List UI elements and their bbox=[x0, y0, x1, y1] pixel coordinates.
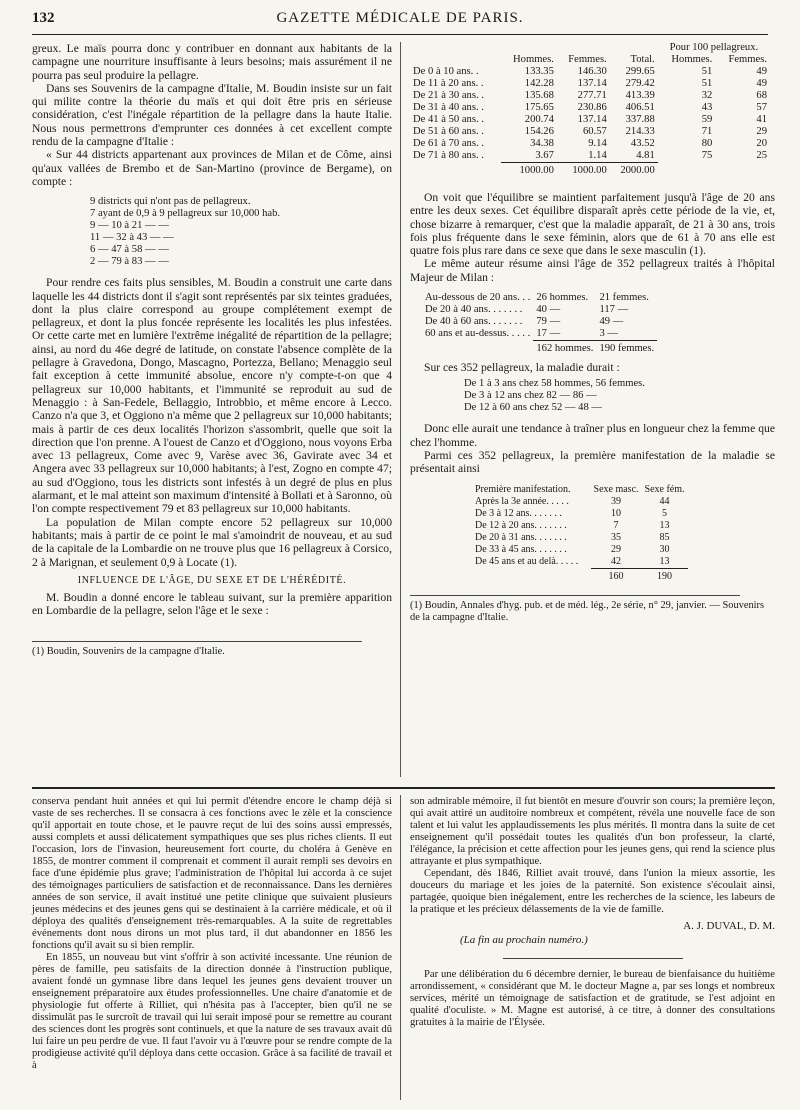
table-cell: 34.38 bbox=[530, 138, 554, 149]
paragraph: Par une délibération du 6 décembre dernier, le bureau de bienfaisance du huitième arrondissement, « considérant que M. le docteur Magne a, par ses longs et nombreux services, mérité un témoignage de satisfaction et de gratitude, se l'est adjoint en qualité d'oculiste. » M. Magne est autorisé, à ce titre, à donner des consultations gratuites à la mairie de l'Élysée. bbox=[410, 969, 775, 1028]
paragraph: Donc elle aurait une tendance à traîner plus en longueur chez la femme que chez l'homme. bbox=[410, 422, 775, 449]
table-cell: 51 bbox=[701, 78, 713, 89]
paragraph: greux. Le maïs pourra donc y contribuer en donnant aux habitants de la campagne une nourriture insuffisante à leurs besoins; mais assurément il ne pourra pas seul produire la pellagre. bbox=[32, 42, 392, 82]
paragraph: son admirable mémoire, il fut bientôt en mesure d'ouvrir son cours; la première leçon, qui avait attiré un auditoire nombreux et compétent, révéla une nouvelle face de son talent et lui valut les applaudissements les plus mérités. Il montra dans la suite de cet enseignement qu'il possédait toutes les qualités d'un bon professeur, la clarté, l'élégance, la précision et cette affection pour les jeunes gens, qui rend la science plus attrayante et plus sympathique. bbox=[410, 796, 775, 867]
table-row bbox=[410, 138, 770, 150]
table-row bbox=[472, 508, 688, 520]
table-cell: 43.52 bbox=[630, 138, 655, 149]
table-row bbox=[410, 150, 770, 163]
table-cell: 26 hommes. bbox=[536, 292, 589, 304]
table-cell: Sexe fém. bbox=[644, 483, 685, 495]
paragraph: Pour rendre ces faits plus sensibles, M. Boudin a construit une carte dans laquelle les 44 districts dont il s'agit sont représentés par six teintes graduées, dont la plus claire correspond au groupe complétement exempt de pellagreux, et dont la plus foncée représente les localités les plus infestées. Or cette carte met en lumière l'extrême inégalité de répartition de la pellagre; ainsi, au nord du 46e degré de latitude, on constate l'absence complète de la pellagre à Gravedona, Dongo, Mascagno, Portezza, Bellano; Menaggio seul fait exception à cette immunité absolue, encore n'y compte-t-on que 4 pellagreux sur 10,000 habitants, et l'immunité se reproduit au sud de Menaggio : à San-Fedele, Bellaggio, Introbbio, et même encore à Lecco. Canzo n'a que 3, et Oggiono n'a même que 2 pellagreux sur 10,000 habitants; mais à partir de ces deux localités l'horizon s'assombrit, quelle que soit la direction que l'on prenne. A l'ouest de Canzo et d'Oggiono, nous voyons Erba avec 13 pellagreux, Come avec 9, Varèse avec 36, Gavirate avec 34 et Angera avec 33 pellagreux sur 10,000 habitants; à l'est, Zogno en compte 47; au sud d'Oggiono, tous les districts sont infestés à un degré de plus en plus alarmant, et le mal atteint son maximum d'intensité à Bollati et à Saronno, où l'on compte respectivement 79 et 83 pellagreux sur 10,000 habitants. bbox=[32, 276, 392, 516]
table-cell: De 71 à 80 ans. . bbox=[413, 150, 484, 162]
section-divider bbox=[32, 787, 775, 789]
districts-list bbox=[90, 196, 392, 268]
table-cell: 214.33 bbox=[625, 126, 655, 137]
table-cell: 44 bbox=[659, 495, 670, 507]
table-row bbox=[422, 316, 657, 328]
column-header: Hommes. bbox=[513, 54, 554, 65]
column-header: Femmes. bbox=[728, 54, 767, 65]
table-cell bbox=[658, 163, 716, 178]
table-cell: 413.39 bbox=[625, 90, 655, 101]
paragraph: Dans ses Souvenirs de la campagne d'Italie, M. Boudin insiste sur un fait qui milite contre la théorie du maïs et qui doit être pris en sérieuse considération, c'est l'inégale répartition de la pellagre dans la haute Italie. Nous nous permettrons d'emprunter ces données à cet excellent compte rendu de la campagne d'Italie : bbox=[32, 81, 392, 149]
table-cell: 279.42 bbox=[625, 78, 655, 89]
table-cell: 146.30 bbox=[577, 66, 607, 77]
table-cell: De 41 à 50 ans. . bbox=[413, 114, 484, 125]
table-cell: 39 bbox=[611, 495, 622, 507]
table-cell: 85 bbox=[659, 531, 670, 543]
table-cell: 29 bbox=[756, 126, 767, 137]
table-cell: 49 — bbox=[599, 316, 624, 328]
table-cell bbox=[501, 42, 557, 54]
table-cell: 135.68 bbox=[524, 90, 554, 101]
column-divider bbox=[400, 795, 401, 1100]
table-cell: 32 bbox=[701, 90, 713, 101]
page-number: 132 bbox=[32, 10, 55, 26]
table-cell: Au-dessous de 20 ans. . . bbox=[425, 292, 531, 304]
table-cell: De 40 à 60 ans. . . . . . . bbox=[425, 316, 523, 328]
table-cell: 4.81 bbox=[636, 150, 655, 161]
table-cell: 30 bbox=[659, 543, 670, 555]
bottom-right-column bbox=[410, 796, 775, 1029]
table-cell bbox=[410, 163, 501, 178]
table-cell: 142.28 bbox=[524, 78, 554, 89]
table-cell: 68 bbox=[756, 90, 767, 101]
table-cell: 299.65 bbox=[625, 66, 655, 77]
article-break-rule bbox=[503, 958, 683, 959]
table-cell: De 33 à 45 ans. . . . . . . bbox=[475, 543, 567, 555]
table-cell bbox=[422, 341, 533, 356]
continued-note: (La fin au prochain numéro.) bbox=[460, 934, 588, 946]
table-cell bbox=[610, 42, 658, 54]
table-cell: De 21 à 30 ans. . bbox=[413, 90, 484, 101]
table-cell: 42 bbox=[611, 555, 622, 567]
table-cell bbox=[557, 42, 610, 54]
table-cell: 117 — bbox=[599, 304, 629, 316]
table-cell bbox=[715, 163, 770, 178]
paragraph: On voit que l'équilibre se maintient parfaitement jusqu'à l'âge de 20 ans entre les deux sexes. Cet équilibre disparaît après cette période de la vie, et, chose bizarre à remarquer, c'est que la maladie apparaît, de 21 à 30 ans, trois fois plus fréquente dans le sexe féminin, alors que de 61 à 70 ans elle est quatre fois plus rare dans ce sexe que dans le sexe masculin (1). bbox=[410, 191, 775, 258]
list-item: 9 districts qui n'ont pas de pellagreux. bbox=[90, 196, 251, 208]
table-cell: De 61 à 70 ans. . bbox=[413, 138, 484, 149]
table-cell: 2000.00 bbox=[610, 163, 658, 178]
list-item: De 1 à 3 ans chez 58 hommes, 56 femmes. bbox=[464, 378, 645, 390]
list-item: 2 — 79 à 83 — — bbox=[90, 256, 169, 268]
page-header bbox=[32, 10, 768, 35]
table-cell: De 45 ans et au delà. . . . . bbox=[475, 555, 579, 567]
table-cell: De 0 à 10 ans. . bbox=[413, 66, 479, 77]
table-cell: De 20 à 31 ans. . . . . . . bbox=[475, 531, 567, 543]
table-cell: 40 — bbox=[536, 304, 561, 316]
table-row bbox=[472, 496, 688, 508]
table-cell: 162 hommes. bbox=[533, 341, 596, 356]
table-cell: 137.14 bbox=[577, 78, 607, 89]
table-cell: 20 bbox=[756, 138, 767, 149]
list-item: 9 — 10 à 21 — — bbox=[90, 220, 169, 232]
table-total-row bbox=[410, 163, 770, 178]
table-header-row bbox=[472, 484, 688, 496]
table-cell: 190 femmes. bbox=[596, 341, 657, 356]
footnote: (1) Boudin, Souvenirs de la campagne d'Italie. bbox=[32, 646, 225, 658]
table-cell: Première manifestation. bbox=[475, 483, 571, 495]
column-header: Hommes. bbox=[671, 54, 713, 65]
table-cell: 71 bbox=[701, 126, 713, 137]
paragraph: conserva pendant huit années et qui lui permit d'étendre encore le champ déjà si vaste de ses recherches. Il se consacra à ces fonctions avec le zèle et la conscience qu'il apportait en toute chose, et le pauvre reçut de lui des soins aussi empressés, aussi complets et aussi délicatement sympathiques que ses plus riches clients. Il eut l'occasion, lors de l'invasion, heureusement fort courte, du choléra à Genève en 1855, de montrer comment il comprenait et comment il aurait rempli ses devoirs en face d'une épidémie plus grave; l'administration de l'hôpital lui accorda à ce sujet des témoignages particuliers de satisfaction et de reconnaissance. Dans les dernières années de son service, il avait institué une petite clinique que suivaient plusieurs jeunes médecins et des jeunes gens qui se destinaient à la carrière médicale, et où il déploya des qualités d'enseignement très-remarquables. A la suite de regrettables événements dont nous dirons un mot plus tard, il dut abandonner en 1856 les fonctions qu'il avait su si bien remplir. bbox=[32, 796, 392, 951]
table-cell: 160 bbox=[591, 568, 642, 583]
table-cell: 10 bbox=[611, 507, 622, 519]
footnote-rule bbox=[32, 641, 362, 642]
table-cell: 9.14 bbox=[588, 138, 607, 149]
table-cell bbox=[472, 568, 591, 583]
list-item: 7 ayant de 0,9 à 9 pellagreux sur 10,000 hab. bbox=[90, 208, 281, 220]
left-column bbox=[32, 42, 392, 658]
table-cell: 13 bbox=[659, 519, 670, 531]
table-row bbox=[410, 66, 770, 78]
table-cell: 337.88 bbox=[625, 114, 655, 125]
table-cell: 49 bbox=[756, 78, 767, 89]
age-sex-table bbox=[410, 42, 770, 177]
table-cell: 1000.00 bbox=[557, 163, 610, 178]
table-cell: De 51 à 60 ans. . bbox=[413, 126, 484, 137]
table-header-row bbox=[410, 54, 770, 66]
list-item: De 12 à 60 ans chez 52 — 48 — bbox=[464, 402, 602, 414]
table-cell: 230.86 bbox=[577, 102, 607, 113]
table-cell bbox=[410, 42, 501, 54]
footnote-rule bbox=[410, 595, 740, 596]
table-row bbox=[410, 126, 770, 138]
table-cell: 41 bbox=[756, 114, 767, 125]
column-header: Total. bbox=[630, 54, 655, 65]
list-item: De 3 à 12 ans chez 82 — 86 — bbox=[464, 390, 597, 402]
table-cell: De 11 à 20 ans. . bbox=[413, 78, 484, 89]
table-row bbox=[472, 544, 688, 556]
table-cell: 175.65 bbox=[524, 102, 554, 113]
table-row bbox=[472, 556, 688, 569]
hospital-age-table bbox=[422, 292, 657, 355]
paragraph: Le même auteur résume ainsi l'âge de 352 pellagreux traités à l'hôpital Majeur de Milan : bbox=[410, 257, 775, 284]
table-cell: 13 bbox=[659, 555, 670, 567]
table-row bbox=[422, 328, 657, 341]
table-row bbox=[410, 78, 770, 90]
table-cell: 7 bbox=[613, 519, 619, 531]
table-cell: 25 bbox=[756, 150, 767, 162]
table-cell: 133.35 bbox=[524, 66, 554, 77]
table-row bbox=[410, 114, 770, 126]
paragraph: Cependant, dès 1846, Rilliet avait trouvé, dans l'union la mieux assortie, les douceurs du mariage et les joies de la paternité. Son existence s'écoulait ainsi, partagée, quoique bien inégalement, entre les recherches de la science, les labeurs de la pratique et les précieux délassements de la vie de famille. bbox=[410, 868, 775, 915]
table-row bbox=[410, 90, 770, 102]
table-cell: 79 — bbox=[536, 316, 561, 328]
table-cell: 60.57 bbox=[582, 126, 607, 137]
table-cell: 1.14 bbox=[588, 150, 607, 161]
table-total-row bbox=[472, 568, 688, 583]
table-row bbox=[410, 102, 770, 114]
table-row bbox=[422, 292, 657, 304]
table-cell: De 20 à 40 ans. . . . . . . bbox=[425, 304, 523, 316]
paragraph: « Sur 44 districts appartenant aux provinces de Milan et de Côme, ainsi qu'aux vallées de Brembo et de San-Martino (province de Bergame), on compte : bbox=[32, 148, 392, 188]
table-row bbox=[472, 532, 688, 544]
footnote: (1) Boudin, Annales d'hyg. pub. et de méd. lég., 2e série, n° 29, janvier. — Souvenirs de la campagne d'Italie. bbox=[410, 599, 765, 623]
author-signature: A. J. DUVAL, D. M. bbox=[683, 920, 775, 932]
paragraph: La population de Milan compte encore 52 pellagreux sur 10,000 habitants; mais à partir de ce point le mal s'amoindrit de nouveau, et au sud de la capitale de la Lombardie on ne trouve plus que 16 pellagreux à Corsico, 2 à Marignan, et seulement 0,9 à Locate (1). bbox=[32, 515, 392, 569]
table-cell: Sexe masc. bbox=[593, 483, 639, 495]
table-cell: 21 femmes. bbox=[599, 292, 649, 304]
table-cell: 17 — bbox=[536, 328, 561, 340]
table-cell: 3 — bbox=[599, 328, 618, 340]
table-cell: 59 bbox=[701, 114, 713, 125]
table-cell: 3.67 bbox=[535, 150, 554, 161]
paragraph: Sur ces 352 pellagreux, la maladie durait : bbox=[424, 361, 620, 375]
table-cell: 190 bbox=[642, 568, 688, 583]
table-cell: 406.51 bbox=[625, 102, 655, 113]
column-header: Femmes. bbox=[568, 54, 607, 65]
running-title: GAZETTE MÉDICALE DE PARIS. bbox=[276, 10, 524, 26]
table-cell: De 31 à 40 ans. . bbox=[413, 102, 484, 113]
table-cell: 80 bbox=[701, 138, 713, 149]
table-cell: 51 bbox=[701, 66, 713, 77]
paragraph: En 1855, un nouveau but vint s'offrir à son activité incessante. Une réunion de pères de famille, peu satisfaits de la direction donnée à l'instruction publique, avaient fondé un gymnase libre dans lequel les jeunes gens devaient trouver un enseignement préparatoire aux études professionnelles. Une chaire d'anatomie et de physiologie fut offerte à Rilliet, qui n'hésita pas à l'accepter, bien qu'il ne se dissimulât pas le surcroît de travail qui lui serait imposé pour se remettre au courant des sciences dont les progrès sont continuels, et que la nature de ses travaux avait dû lui faire un peu perdre de vue. Il faut l'avoir vu à l'œuvre pour se rendre compte de la prodigieuse activité qu'il déploya dans cette occasion. Grâce à sa facilité de travail et à bbox=[32, 952, 392, 1071]
bottom-left-column bbox=[32, 796, 392, 1072]
table-cell: De 12 à 20 ans. . . . . . . bbox=[475, 519, 567, 531]
table-cell: 277.71 bbox=[577, 90, 607, 101]
paragraph: M. Boudin a donné encore le tableau suivant, sur la première apparition en Lombardie de la pellagre, selon l'âge et le sexe : bbox=[32, 590, 392, 618]
table-cell: Après la 3e année. . . . . bbox=[475, 495, 569, 507]
duration-list bbox=[464, 378, 775, 414]
section-heading: INFLUENCE DE L'ÂGE, DU SEXE ET DE L'HÉRÉDITÉ. bbox=[77, 574, 347, 586]
paragraph: Parmi ces 352 pellagreux, la première manifestation de la maladie se présentait ainsi bbox=[410, 448, 775, 476]
first-manifestation-table bbox=[472, 484, 688, 583]
table-row bbox=[472, 520, 688, 532]
table-cell: 43 bbox=[701, 102, 713, 113]
table-group-header: Pour 100 pellagreux. bbox=[669, 42, 759, 53]
table-cell: 35 bbox=[611, 531, 622, 543]
table-cell: 154.26 bbox=[524, 126, 554, 137]
column-divider bbox=[400, 42, 401, 777]
table-cell: 49 bbox=[756, 66, 767, 77]
table-cell: 29 bbox=[611, 543, 622, 555]
table-cell: 137.14 bbox=[577, 114, 607, 125]
table-cell: 75 bbox=[701, 150, 713, 162]
table-total-row bbox=[422, 341, 657, 356]
table-cell: 57 bbox=[756, 102, 767, 113]
list-item: 6 — 47 à 58 — — bbox=[90, 244, 169, 256]
list-item: 11 — 32 à 43 — — bbox=[90, 232, 174, 244]
table-row bbox=[422, 304, 657, 316]
table-cell: 200.74 bbox=[524, 114, 554, 125]
right-column bbox=[410, 42, 775, 624]
table-cell: De 3 à 12 ans. . . . . . . bbox=[475, 507, 562, 519]
table-cell: 5 bbox=[662, 507, 668, 519]
table-cell: 1000.00 bbox=[501, 163, 557, 178]
table-cell bbox=[410, 54, 501, 66]
table-cell: 60 ans et au-dessus. . . . . bbox=[425, 328, 531, 340]
